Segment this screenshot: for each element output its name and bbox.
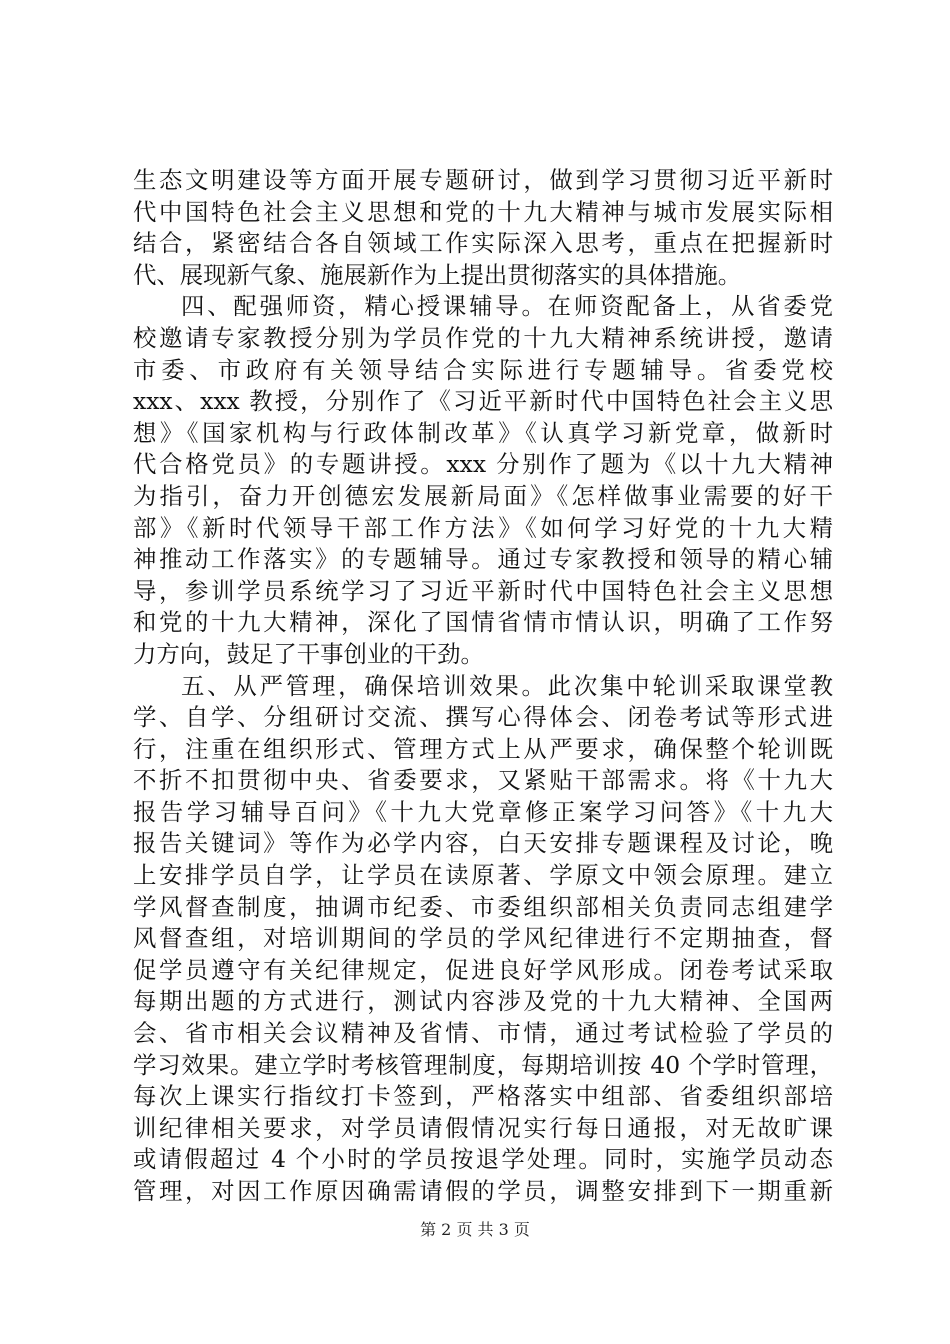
text-line: 生态文明建设等方面开展专题研讨，做到学习贯彻习近平新时: [133, 166, 833, 194]
text-line: 力方向，鼓足了干事创业的干劲。: [133, 639, 484, 668]
text-line: 导，参训学员系统学习了习近平新时代中国特色社会主义思想: [133, 576, 833, 605]
text-line: 报告关键词》等作为必学内容，白天安排专题课程及讨论，晚: [133, 829, 833, 858]
text-line: 神推动工作落实》的专题辅导。通过专家教授和领导的精心辅: [133, 545, 833, 574]
text-line: 学风督查制度，抽调市纪委、市委组织部相关负责同志组建学: [133, 892, 833, 921]
text-line: 代中国特色社会主义思想和党的十九大精神与城市发展实际相: [133, 197, 833, 226]
text-line: 部》《新时代领导干部工作方法》《如何学习好党的十九大精: [133, 513, 833, 542]
text-line: 学、自学、分组研讨交流、撰写心得体会、闭卷考试等形式进: [133, 703, 833, 732]
text-line: 校邀请专家教授分别为学员作党的十九大精神系统讲授，邀请: [133, 323, 833, 352]
text-line: 代、展现新气象、施展新作为上提出贯彻落实的具体措施。: [133, 260, 742, 289]
document-body: [133, 165, 833, 1208]
text-line: 报告学习辅导百问》《十九大党章修正案学习问答》《十九大: [133, 797, 833, 826]
text-line: 每次上课实行指纹打卡签到，严格落实中组部、省委组织部培: [133, 1082, 833, 1111]
text-line: 想》《国家机构与行政体制改革》《认真学习新党章，做新时: [133, 418, 833, 447]
text-line: 为指引，奋力开创德宏发展新局面》《怎样做事业需要的好干: [133, 481, 833, 510]
text-line: xxx、xxx 教授，分别作了《习近平新时代中国特色社会主义思: [133, 387, 833, 416]
text-line: 四、配强师资，精心授课辅导。在师资配备上，从省委党: [181, 292, 833, 321]
text-line: 训纪律相关要求，对学员请假情况实行每日通报，对无故旷课: [133, 1113, 833, 1142]
text-line: 促学员遵守有关纪律规定，促进良好学风形成。闭卷考试采取: [133, 955, 833, 984]
text-line: 或请假超过 4 个小时的学员按退学处理。同时，实施学员动态: [133, 1145, 833, 1174]
text-line: 管理，对因工作原因确需请假的学员，调整安排到下一期重新: [133, 1177, 833, 1205]
text-line: 和党的十九大精神，深化了国情省情市情认识，明确了工作努: [133, 608, 833, 637]
text-line: 结合，紧密结合各自领域工作实际深入思考，重点在把握新时: [133, 229, 833, 258]
text-line: 代合格党员》的专题讲授。xxx 分别作了题为《以十九大精神: [133, 450, 833, 479]
text-line: 风督查组，对培训期间的学员的学风纪律进行不定期抽查，督: [133, 924, 833, 953]
text-line: 会、省市相关会议精神及省情、市情，通过考试检验了学员的: [133, 1019, 833, 1048]
text-line: 上安排学员自学，让学员在读原著、学原文中领会原理。建立: [133, 861, 833, 890]
text-line: 市委、市政府有关领导结合实际进行专题辅导。省委党校: [133, 355, 833, 384]
text-line: 学习效果。建立学时考核管理制度，每期培训按 40 个学时管理，: [133, 1050, 833, 1079]
text-line: 每期出题的方式进行，测试内容涉及党的十九大精神、全国两: [133, 987, 833, 1016]
page-footer: 第 2 页 共 3 页: [420, 1220, 530, 1239]
text-line: 行，注重在组织形式、管理方式上从严要求，确保整个轮训既: [133, 734, 833, 763]
text-line: 五、从严管理，确保培训效果。此次集中轮训采取课堂教: [181, 671, 833, 700]
text-line: 不折不扣贯彻中央、省委要求，又紧贴干部需求。将《十九大: [133, 766, 833, 795]
